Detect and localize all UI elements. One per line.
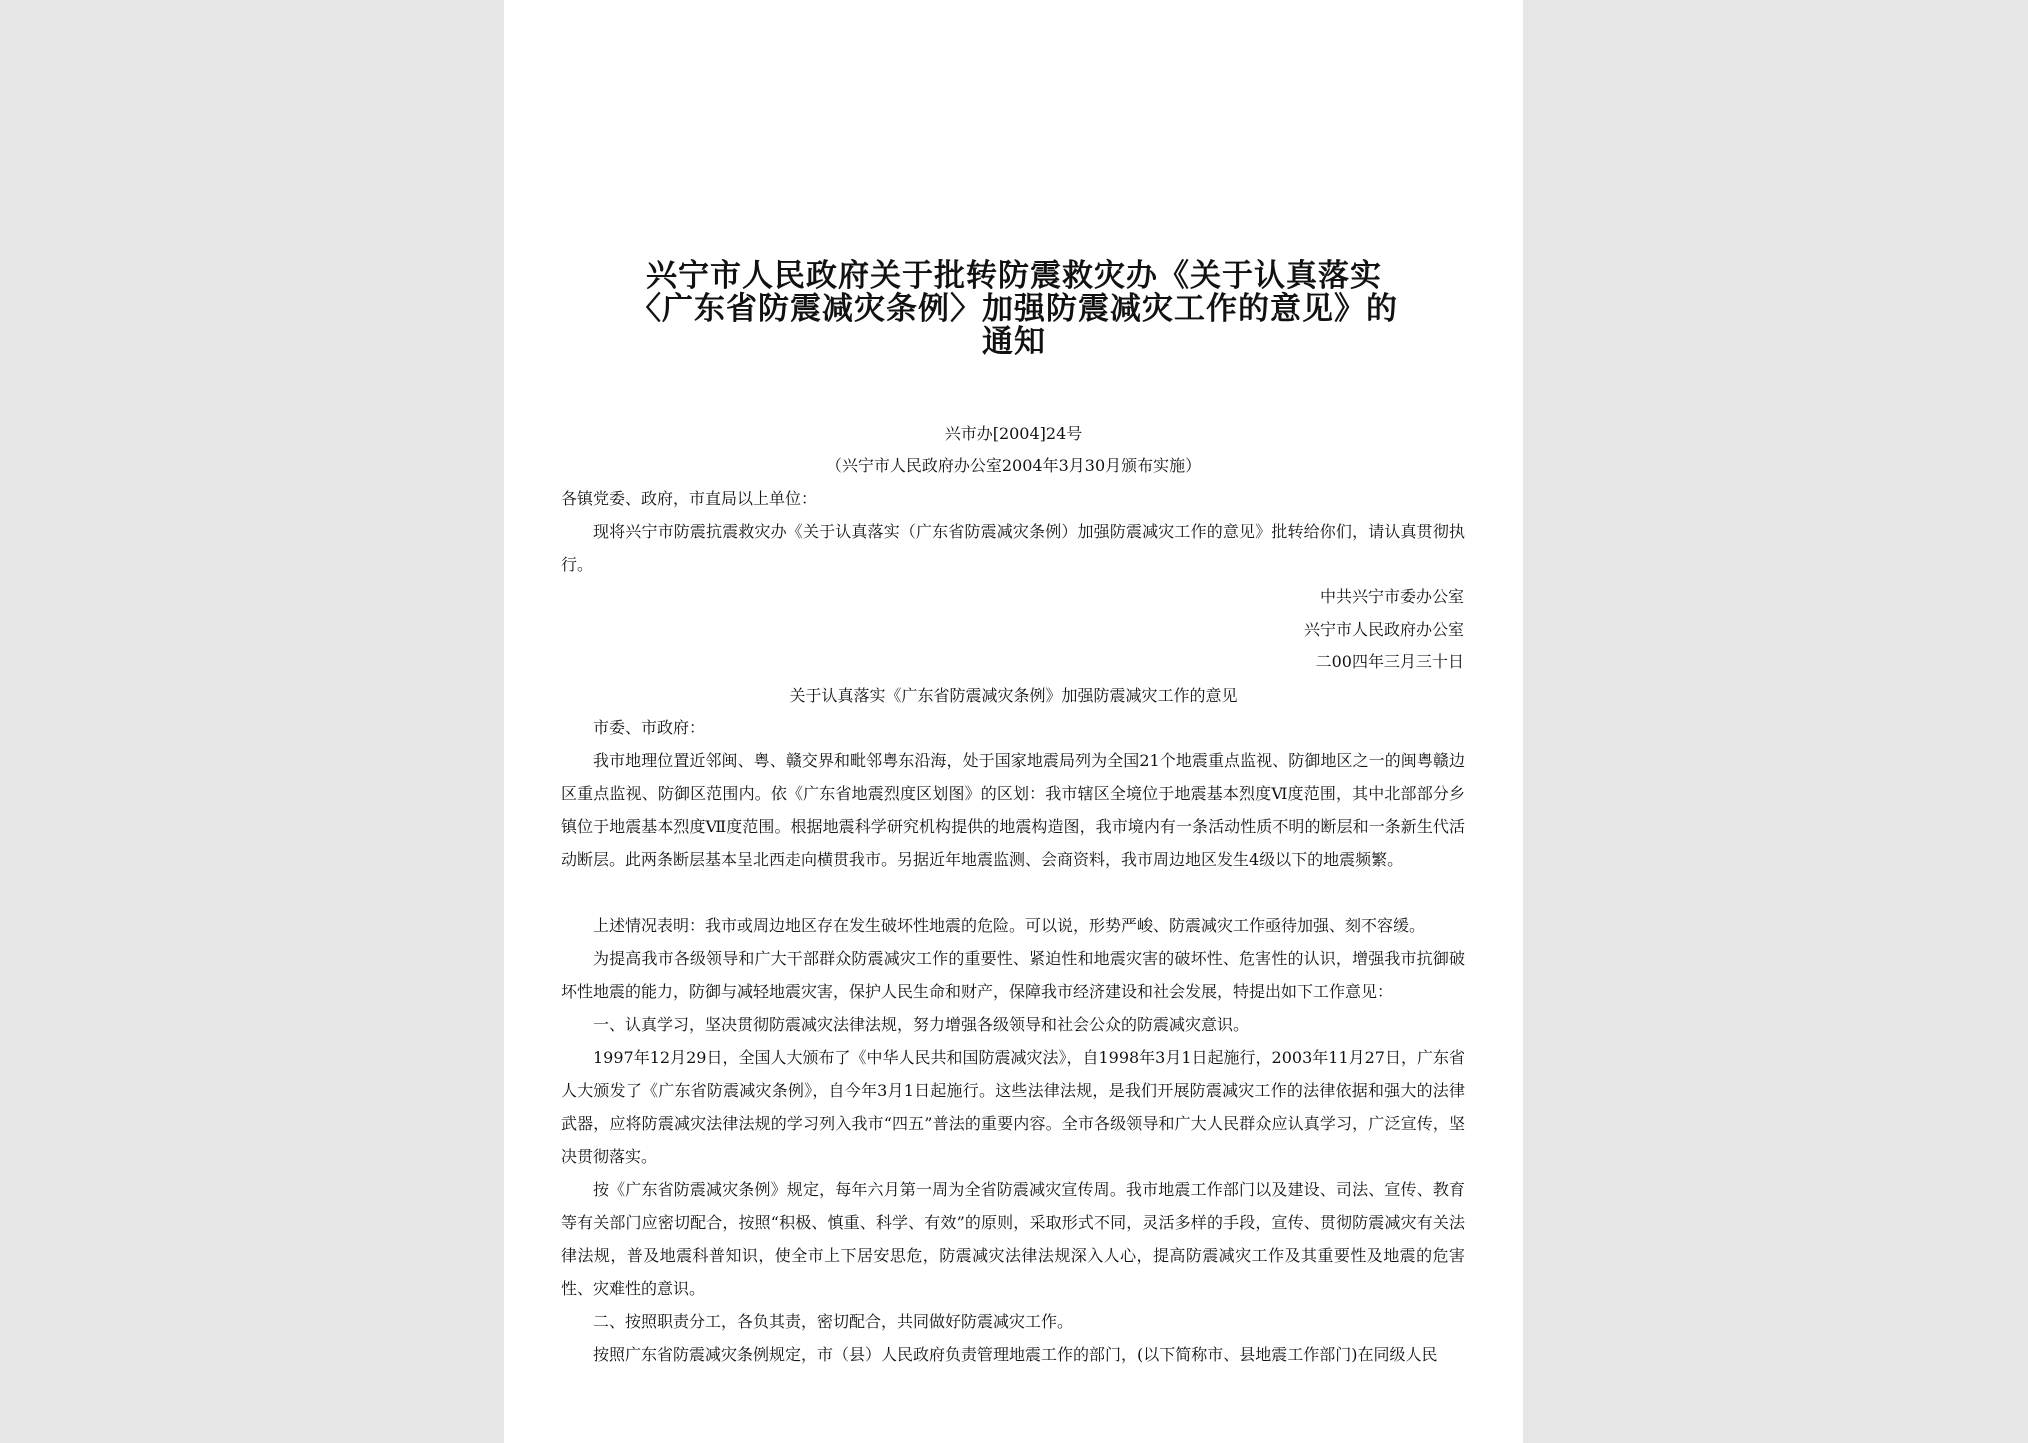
intro-paragraph: 现将兴宁市防震抗震救灾办《关于认真落实（广东省防震减灾条例）加强防震减灾工作的意见》批转给你们，请认真贯彻执行。 [561,522,1465,574]
title-line-3: 通知 [982,324,1046,360]
section-heading-1: 一、认真学习，坚决贯彻防震减灾法律法规，努力增强各级领导和社会公众的防震减灾意识。 [593,1015,1250,1034]
title-line-1: 兴宁市人民政府关于批转防震救灾办《关于认真落实 [646,258,1382,294]
attachment-title: 关于认真落实《广东省防震减灾条例》加强防震减灾工作的意见 [789,686,1238,705]
paragraph-geography: 我市地理位置近邻闽、粤、赣交界和毗邻粤东沿海，处于国家地震局列为全国21个地震重点监视、防御地区之一的闽粤赣边区重点监视、防御区范围内。依《广东省地震烈度区划图》的区划：我市辖区全境位于地震基本烈度Ⅵ度范围，其中北部部分乡镇位于地震基本烈度Ⅶ度范围。根据地震科学研究机构提供的地震构造图，我市境内有一条活动性质不明的断层和一条新生代活动断层。此两条断层基本呈北西走向横贯我市。另据近年地震监测、会商资料，我市周边地区发生4级以下的地震频繁。 [561,751,1465,869]
document-number: 兴市办[2004]24号 [944,424,1083,443]
paragraph-purpose: 为提高我市各级领导和广大干部群众防震减灾工作的重要性、紧迫性和地震灾害的破坏性、危害性的认识，增强我市抗御破坏性地震的能力，防御与减轻地震灾害，保护人民生命和财产，保障我市经济建设和社会发展，特提出如下工作意见： [561,949,1465,1001]
signature-date: 二00四年三月三十日 [1315,652,1464,671]
paragraph-publicity: 按《广东省防震减灾条例》规定，每年六月第一周为全省防震减灾宣传周。我市地震工作部门以及建设、司法、宣传、教育等有关部门应密切配合，按照“积极、慎重、科学、有效”的原则，采取形式不同，灵活多样的手段，宣传、贯彻防震减灾有关法律法规，普及地震科普知识，使全市上下居安思危，防震减灾法律法规深入人心，提高防震减灾工作及其重要性及地震的危害性、灾难性的意识。 [561,1180,1465,1298]
signature-government-office: 兴宁市人民政府办公室 [1303,620,1464,639]
paragraph-laws: 1997年12月29日，全国人大颁布了《中华人民共和国防震减灾法》，自1998年3月1日起施行，2003年11月27日，广东省人大颁发了《广东省防震减灾条例》，自今年3月1日起施行。这些法律法规，是我们开展防震减灾工作的法律依据和强大的法律武器，应将防震减灾法律法规的学习列入我市“四五”普法的重要内容。全市各级领导和广大人民群众应认真学习，广泛宣传，坚决贯彻落实。 [561,1048,1465,1166]
document-title [554,260,1474,359]
section-heading-2: 二、按照职责分工，各负其责，密切配合，共同做好防震减灾工作。 [593,1312,1074,1331]
salutation: 各镇党委、政府，市直局以上单位： [561,489,818,508]
paragraph-responsibilities: 按照广东省防震减灾条例规定，市（县）人民政府负责管理地震工作的部门，(以下简称市、县地震工作部门)在同级人民 [593,1345,1438,1364]
title-line-2: 〈广东省防震减灾条例〉加强防震减灾工作的意见》的 [630,291,1398,327]
attachment-salutation: 市委、市政府： [593,718,706,737]
paragraph-situation: 上述情况表明：我市或周边地区存在发生破坏性地震的危险。可以说，形势严峻、防震减灾工作亟待加强、刻不容缓。 [593,916,1426,935]
document-page [504,0,1523,1443]
signature-party-office: 中共兴宁市委办公室 [1319,587,1464,606]
issued-note: （兴宁市人民政府办公室2004年3月30月颁布实施） [825,456,1202,475]
